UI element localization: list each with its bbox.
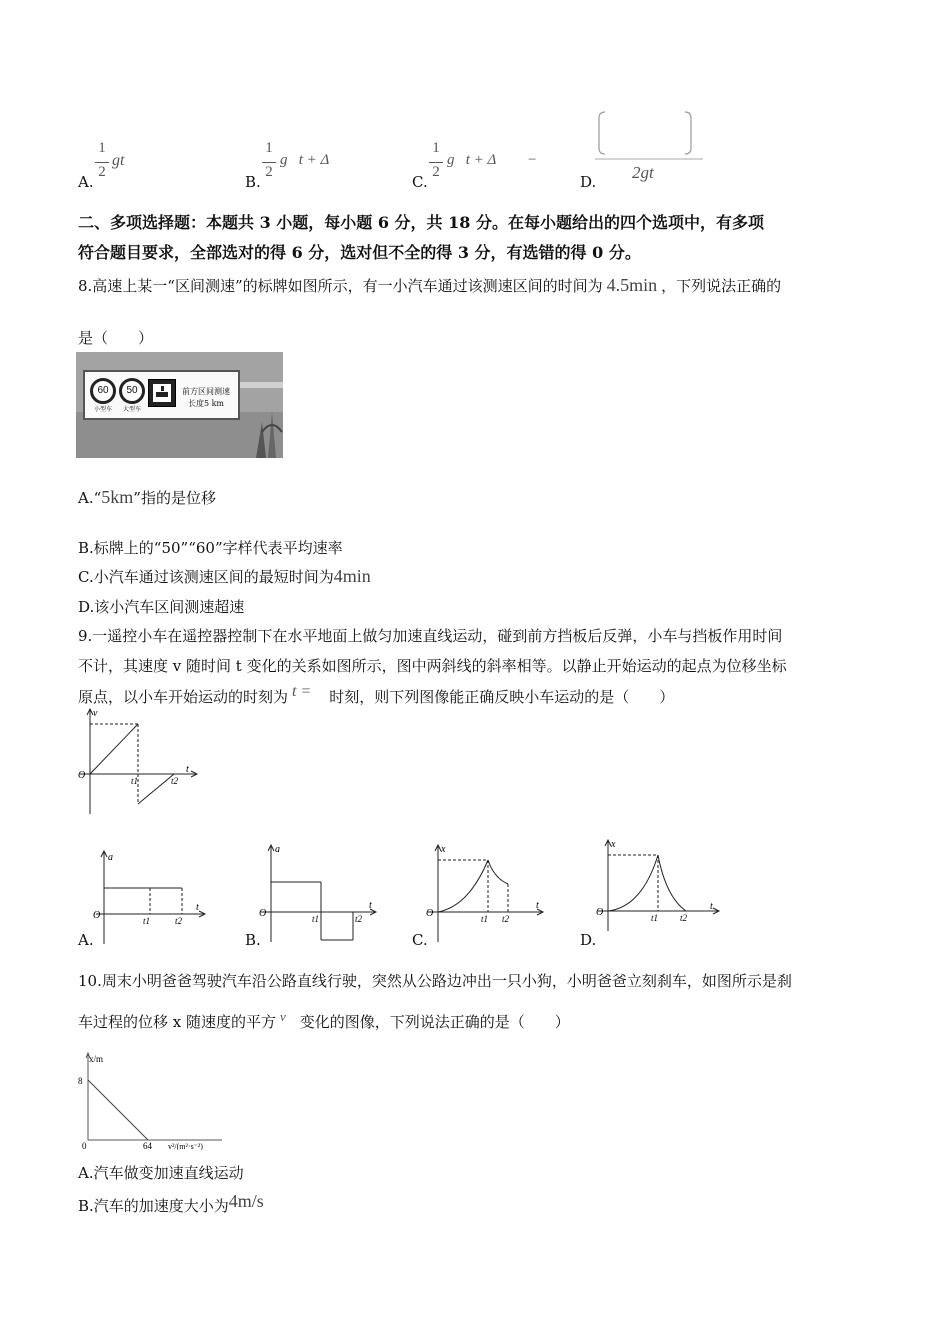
q8-option-d: D.该小汽车区间测速超速: [78, 598, 245, 616]
y-label: x: [441, 844, 446, 855]
q8-sign-label-small-car: 小型车: [93, 407, 112, 413]
q9-option-d-label: D.: [580, 931, 597, 949]
q7-b-denominator: 2: [265, 164, 273, 180]
q8-stem-text-b: ，下列说法正确的: [661, 277, 782, 295]
q8-sign-camera-icon: [148, 379, 176, 407]
q9-stem-line2: 不计，其速度 v 随时间 t 变化的关系如图所示，图中两斜线的斜率相等。以静止开始运动的起点为位移坐标: [78, 657, 787, 675]
rebound-line: [138, 774, 174, 804]
q7-d-denominator: 2gt: [632, 163, 654, 182]
y-label: v: [93, 708, 98, 719]
q9-option-c-graph: [424, 840, 549, 944]
x-label: v²/(m²·s⁻²): [168, 1142, 203, 1150]
t1-label: t1: [481, 914, 489, 924]
q7-a-expression: gt: [112, 152, 125, 169]
accel-curve: [608, 855, 658, 911]
q8-sign-label-large-car: 大型车: [122, 407, 141, 413]
q8-sign-text-line2: 长度5 km: [187, 399, 225, 408]
q7-c-numerator: 1: [432, 140, 440, 156]
q10-option-b-math: 4m/s: [228, 1191, 264, 1211]
q9-option-c-label: C.: [412, 931, 428, 949]
q8-sign-speed-limit-60: 60: [90, 378, 116, 404]
q9-stem-line3-math: t =: [292, 683, 312, 700]
t2-label: t2: [502, 914, 510, 924]
q7-option-c-label: C.: [412, 173, 428, 191]
x-label: t: [369, 900, 372, 911]
q10-stem-line2: [78, 1011, 570, 1032]
section2-heading-line2: 符合题目要求，全部选对的得 6 分，选对但不全的得 3 分，有选错的得 0 分。: [78, 243, 641, 262]
q9-stem-line1: 9.一遥控小车在遥控器控制下在水平地面上做匀加速直线运动，碰到前方挡板后反弹，小车与挡板作用时间: [78, 627, 783, 645]
t1-label: t1: [312, 914, 320, 924]
q10-stem-line1: 10.周末小明爸爸驾驶汽车沿公路直线行驶，突然从公路边冲出一只小狗，小明爸爸立刻刹车，如图所示是刹: [78, 972, 792, 990]
origin-label: 0: [82, 1141, 87, 1150]
q8-option-a-suffix: ”指的是位移: [133, 489, 216, 507]
x-tick-64: 64: [143, 1141, 152, 1150]
q8-sign-text-line1: 前方区间测速: [182, 387, 230, 396]
q7-c-fraction-bar: [429, 162, 443, 163]
q8-option-a-math: 5km: [101, 487, 134, 507]
q7-a-numerator: 1: [98, 140, 106, 156]
x-label: t: [536, 900, 539, 911]
q7-option-d-label: D.: [580, 173, 597, 191]
q7-c-expression: g t + Δ: [447, 152, 497, 168]
q8-stem-time: 4.5min: [606, 275, 658, 295]
q8-stem-line1: [78, 275, 781, 296]
q9-main-vt-graph: [76, 706, 206, 818]
y-label: x/m: [89, 1054, 104, 1064]
q10-stem-line2-math: v: [280, 1009, 286, 1024]
q9-option-a-graph: [92, 846, 212, 946]
q7-option-b-label: B.: [245, 173, 261, 191]
section2-heading-line1: 二、多项选择题：本题共 3 小题，每小题 6 分，共 18 分。在每小题给出的四个选项中，有多项: [78, 213, 764, 232]
q9-option-a-label: A.: [78, 931, 94, 949]
x-label: t: [710, 901, 713, 912]
q10-stem-line2-b: 变化的图像，下列说法正确的是（ ）: [299, 1013, 570, 1031]
q8-option-b: B.标牌上的“50”“60”字样代表平均速率: [78, 539, 343, 557]
t2-label: t2: [175, 916, 183, 926]
t1-label: t1: [131, 776, 139, 786]
q7-c-denominator: 2: [432, 164, 440, 180]
graph-line: [88, 1080, 148, 1140]
q9-stem-line3-a: 原点，以小车开始运动的时刻为: [78, 688, 289, 706]
y-tick-8: 8: [78, 1076, 83, 1086]
y-label: a: [275, 844, 280, 855]
t1-label: t1: [651, 913, 659, 923]
q8-sign-speed-limit-50: 50: [119, 378, 145, 404]
x-label: t: [186, 764, 189, 775]
q8-stem-line2: 是（ ）: [78, 329, 154, 347]
origin-label: O: [78, 770, 86, 781]
q8-sign-photo: [76, 352, 283, 458]
q10-x-v2-graph: [76, 1050, 226, 1150]
q9-option-b-label: B.: [245, 931, 261, 949]
q8-option-c-math: 4min: [333, 566, 371, 586]
accel-line: [90, 724, 138, 774]
q8-option-c-prefix: C.小汽车通过该测速区间的最短时间为: [78, 568, 334, 586]
q7-b-expression: g t + Δ: [280, 152, 330, 168]
accel-curve: [438, 860, 488, 912]
q7-b-fraction-bar: [262, 162, 276, 163]
rebound-curve: [658, 855, 686, 911]
t2-label: t2: [355, 914, 363, 924]
rebound-curve: [488, 860, 508, 884]
t2-label: t2: [171, 776, 179, 786]
y-label: x: [611, 839, 616, 850]
origin-label: O: [426, 908, 434, 919]
q9-option-b-graph: [257, 840, 382, 944]
q8-option-a-prefix: A.“: [78, 489, 102, 507]
q9-stem-line3-b: 时刻，则下列图像能正确反映小车运动的是（ ）: [329, 688, 675, 706]
q7-a-fraction-bar: [95, 162, 109, 163]
q7-b-numerator: 1: [265, 140, 273, 156]
q7-c-tail: −: [528, 152, 537, 168]
q10-option-b: [78, 1191, 264, 1216]
q10-option-b-prefix: B.汽车的加速度大小为: [78, 1197, 229, 1215]
q9-option-d-graph: [594, 837, 724, 937]
q7-option-a-label: A.: [78, 173, 94, 191]
t2-label: t2: [680, 913, 688, 923]
q7-a-denominator: 2: [98, 164, 106, 180]
origin-label: O: [596, 907, 604, 918]
q10-stem-line2-a: 车过程的位移 x 随速度的平方: [78, 1013, 276, 1031]
t1-label: t1: [143, 916, 151, 926]
q7-d-bracket-graphic: [595, 104, 705, 160]
x-label: t: [196, 902, 199, 913]
q10-option-a: A.汽车做变加速直线运动: [78, 1164, 244, 1182]
q8-stem-text-a: 8.高速上某一“区间测速”的标牌如图所示，有一小汽车通过该测速区间的时间为: [78, 277, 603, 295]
origin-label: O: [259, 908, 267, 919]
q8-option-a: [78, 487, 216, 508]
q9-stem-line3: [78, 683, 675, 707]
y-label: a: [108, 852, 113, 863]
q8-option-c: [78, 566, 371, 587]
origin-label: O: [93, 910, 101, 921]
